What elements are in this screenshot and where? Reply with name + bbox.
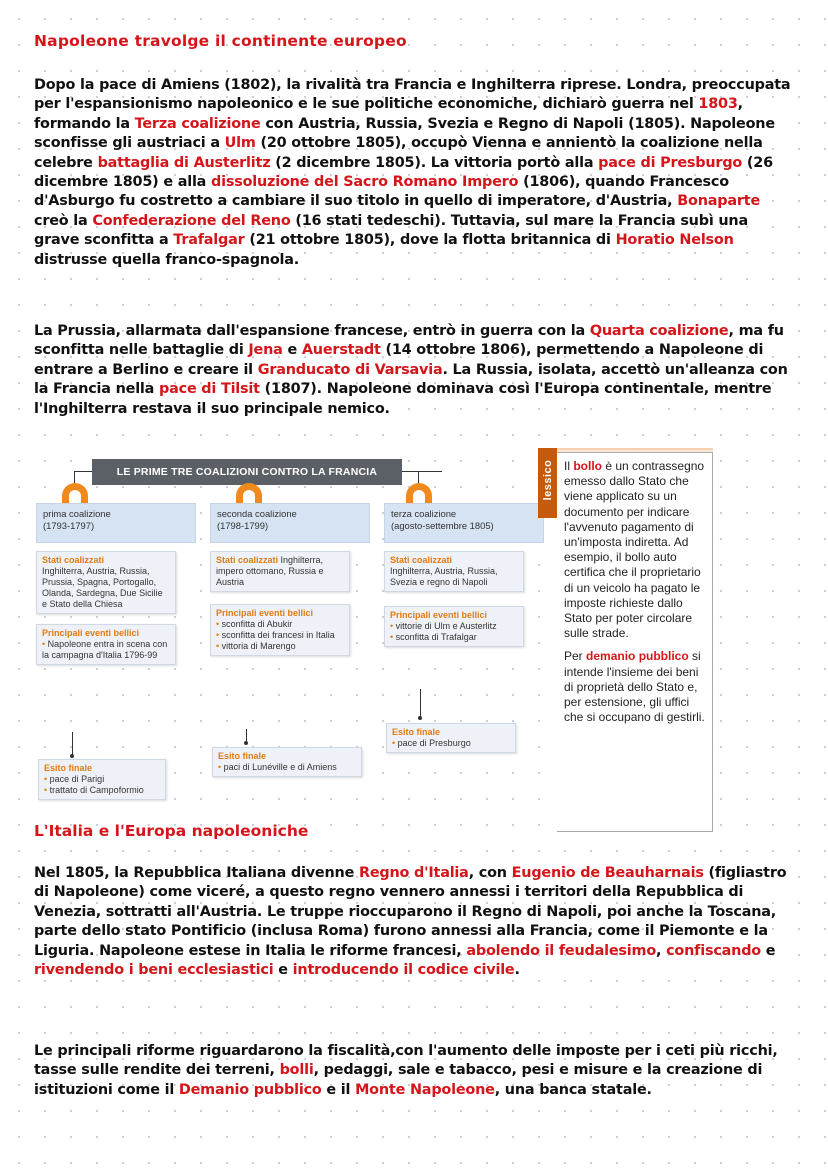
paragraph-riforme — [34, 1042, 794, 1100]
lessico-entry-demanio: Per demanio pubblico si intende l'insieme dei beni di proprietà dello Stato e, per estensione, gli uffici che si occupano di gestirli. — [564, 649, 705, 725]
lessico-entry-bollo: Il bollo è un contrassegno emesso dallo Stato che viene applicato su un documento per indicare l'avvenuto pagamento di un'imposta indiretta. Ad esempio, il bollo auto certifica che il proprietario di un veicolo ha pagato le imposte richieste dallo Stato per poter circolare sulle strade. — [564, 459, 705, 641]
text-run: distrusse quella franco-spagnola. — [34, 251, 300, 268]
highlighted-term: rivendendo i beni ecclesiastici — [34, 962, 274, 979]
eventi-label: Principali eventi bellici — [216, 608, 314, 618]
text-run: e il — [321, 1081, 356, 1098]
section-title-italia: L'Italia e l'Europa napoleoniche — [34, 822, 309, 840]
stati-box — [36, 551, 176, 614]
text-run: , formando la — [34, 96, 743, 132]
coalition-period: prima coalizione (1793-1797) — [36, 503, 196, 543]
coalition-period: seconda coalizione (1798-1799) — [210, 503, 370, 543]
lessico-tab: lessico — [538, 448, 557, 518]
eventi-item: • vittoria di Marengo — [216, 641, 344, 652]
esito-item: • pace di Parigi — [44, 774, 160, 785]
highlighted-term: Confederazione del Reno — [92, 212, 291, 229]
esito-box — [212, 747, 362, 777]
eventi-box — [384, 606, 524, 647]
highlighted-term: bolli — [279, 1062, 314, 1079]
highlighted-term: Demanio pubblico — [178, 1081, 322, 1098]
text-run: La Prussia, allarmata dall'espansione francese, entrò in guerra con la — [34, 323, 590, 339]
text-run: , — [656, 942, 667, 959]
highlighted-term: Bonaparte — [677, 193, 761, 210]
eventi-box — [36, 624, 176, 665]
text-run: Dopo la pace di Amiens (1802), la rivalità tra Francia e Inghilterra riprese. Londra, preoccupata per l'espansionismo napoleonico e le sue politiche economiche, dichiarò guerra nel — [34, 77, 791, 113]
text-run: (2 dicembre 1805). La vittoria portò alla — [270, 154, 599, 171]
highlighted-term: Jena — [248, 342, 283, 359]
coalition-column-2 — [210, 503, 370, 656]
eventi-label: Principali eventi bellici — [390, 610, 488, 620]
highlighted-term: Auerstadt — [301, 342, 381, 359]
text-run: (16 stati tedeschi). Tuttavia, sul mare la Francia subì una grave sconfitta a — [34, 212, 748, 249]
paragraph-regno-italia — [34, 864, 794, 980]
highlighted-term: 1803 — [698, 96, 738, 113]
stati-box — [210, 551, 350, 592]
coalition-period: terza coalizione (agosto-settembre 1805) — [384, 503, 544, 543]
text-run: (26 dicembre 1805) e alla — [34, 154, 773, 191]
highlighted-term: Granducato di Varsavia — [257, 361, 443, 378]
eventi-label: Principali eventi bellici — [42, 628, 140, 638]
text-run: e — [761, 942, 776, 959]
text-run: (1806), quando Francesco d'Asburgo fu costretto a cambiare il suo titolo in quello di imperatore, d'Austria, — [34, 174, 729, 210]
highlighted-term: Regno d'Italia — [358, 865, 469, 881]
highlighted-term: abolendo il feudalesimo — [466, 942, 657, 959]
paragraph-terza-coalizione — [34, 76, 794, 270]
highlighted-term: pace di Presburgo — [598, 154, 743, 171]
stati-box — [384, 551, 524, 592]
text-run: e — [273, 962, 293, 979]
stati-label: Stati coalizzati — [216, 555, 279, 565]
stati-label: Stati coalizzati — [390, 555, 453, 565]
esito-label: Esito finale — [218, 751, 267, 761]
lessico-term: bollo — [573, 459, 603, 473]
highlighted-term: pace di Tilsit — [159, 381, 260, 398]
highlighted-term: Ulm — [224, 135, 256, 152]
arch-icon — [406, 483, 432, 503]
eventi-item: • Napoleone entra in scena con la campagna d'Italia 1796-99 — [42, 639, 170, 661]
paragraph-quarta-coalizione — [34, 322, 794, 419]
text-run: (1807). Napoleone dominava così l'Europa continentale, mentre l'Inghilterra restava il suo principale nemico. — [34, 381, 772, 417]
lessico-term: demanio pubblico — [586, 649, 689, 664]
esito-item: • trattato di Campoformio — [44, 785, 160, 796]
eventi-item: • sconfitta di Trafalgar — [390, 632, 518, 643]
highlighted-term: Monte Napoleone — [355, 1081, 495, 1098]
highlighted-term: Quarta coalizione — [589, 323, 729, 339]
text-run: (21 ottobre 1805), dove la flotta britannica di — [244, 232, 616, 249]
esito-label: Esito finale — [44, 763, 93, 773]
text-run: . La Russia, isolata, accettò un'alleanza con la Francia nella — [34, 361, 788, 398]
text-run: , pedaggi, sale e tabacco, pesi e misure e la creazione di istituzioni come il — [34, 1062, 763, 1098]
highlighted-term: Terza coalizione — [134, 115, 261, 132]
text-run: (figliastro di Napoleone) come viceré, a questo regno vennero annessi i territori della Repubblica di Venezia, sottratti all'Austria. Le truppe rioccuparono il Regno di Napoli, poi anche la Toscana, parte dello stato Pontificio (inclusa Roma) furono annessi alla Francia, come il Piemonte e la Liguria. Napoleone estese in Italia le riforme francesi, — [34, 865, 787, 959]
lessico-box — [557, 452, 713, 832]
highlighted-term: confiscando — [666, 942, 761, 959]
text-run: e — [282, 342, 302, 359]
esito-box — [38, 759, 166, 800]
coalition-column-1 — [36, 503, 196, 665]
eventi-item: • vittorie di Ulm e Austerlitz — [390, 621, 518, 632]
stati-list: Inghilterra, Austria, Russia, Svezia e regno di Napoli — [390, 566, 498, 587]
text-run: , ma fu sconfitta nelle battaglie di — [34, 323, 784, 359]
arch-icon — [236, 483, 262, 503]
text-run: Le principali riforme riguardarono la fiscalità,con l'aumento delle imposte per i ceti più ricchi, tasse sulle rendite dei terreni, — [34, 1043, 778, 1079]
text-run: (20 ottobre 1805), occupò Vienna e annientò la coalizione nella celebre — [34, 135, 763, 171]
eventi-item: • sconfitta dei francesi in Italia — [216, 630, 344, 641]
text-run: , una banca statale. — [494, 1081, 652, 1098]
section-title-napoleone: Napoleone travolge il continente europeo — [34, 32, 407, 50]
stati-list: Inghilterra, impero ottomano, Russia e Austria — [216, 555, 324, 587]
text-run: creò la — [34, 212, 93, 229]
highlighted-term: dissoluzione del Sacro Romano Impero — [211, 174, 519, 191]
text-run: . — [514, 962, 520, 979]
text-run: con Austria, Russia, Svezia e Regno di Napoli (1805). Napoleone sconfisse gli austriaci a — [34, 115, 775, 152]
highlighted-term: Eugenio de Beauharnais — [511, 865, 704, 881]
eventi-box — [210, 604, 350, 656]
eventi-item: • sconfitta di Abukir — [216, 619, 344, 630]
coalition-column-3 — [384, 503, 544, 647]
stati-list: Inghilterra, Austria, Russia, Prussia, Spagna, Portogallo, Olanda, Sardegna, Due Sicilie e Stato della Chiesa — [42, 566, 163, 609]
esito-item: • pace di Presburgo — [392, 738, 510, 749]
highlighted-term: Trafalgar — [173, 232, 245, 249]
esito-box — [386, 723, 516, 753]
arch-icon — [62, 483, 88, 503]
stati-label: Stati coalizzati — [42, 555, 105, 565]
text-run: Nel 1805, la Repubblica Italiana divenne — [34, 865, 359, 881]
esito-label: Esito finale — [392, 727, 441, 737]
coalitions-diagram — [34, 455, 534, 815]
highlighted-term: Horatio Nelson — [615, 232, 734, 249]
diagram-title: LE PRIME TRE COALIZIONI CONTRO LA FRANCIA — [92, 459, 402, 485]
highlighted-term: introducendo il codice civile — [292, 962, 515, 979]
text-run: (14 ottobre 1806), permettendo a Napoleone di entrare a Berlino e creare il — [34, 342, 764, 378]
highlighted-term: battaglia di Austerlitz — [97, 154, 271, 171]
esito-item: • paci di Lunéville e di Amiens — [218, 762, 356, 773]
text-run: , con — [468, 865, 512, 881]
